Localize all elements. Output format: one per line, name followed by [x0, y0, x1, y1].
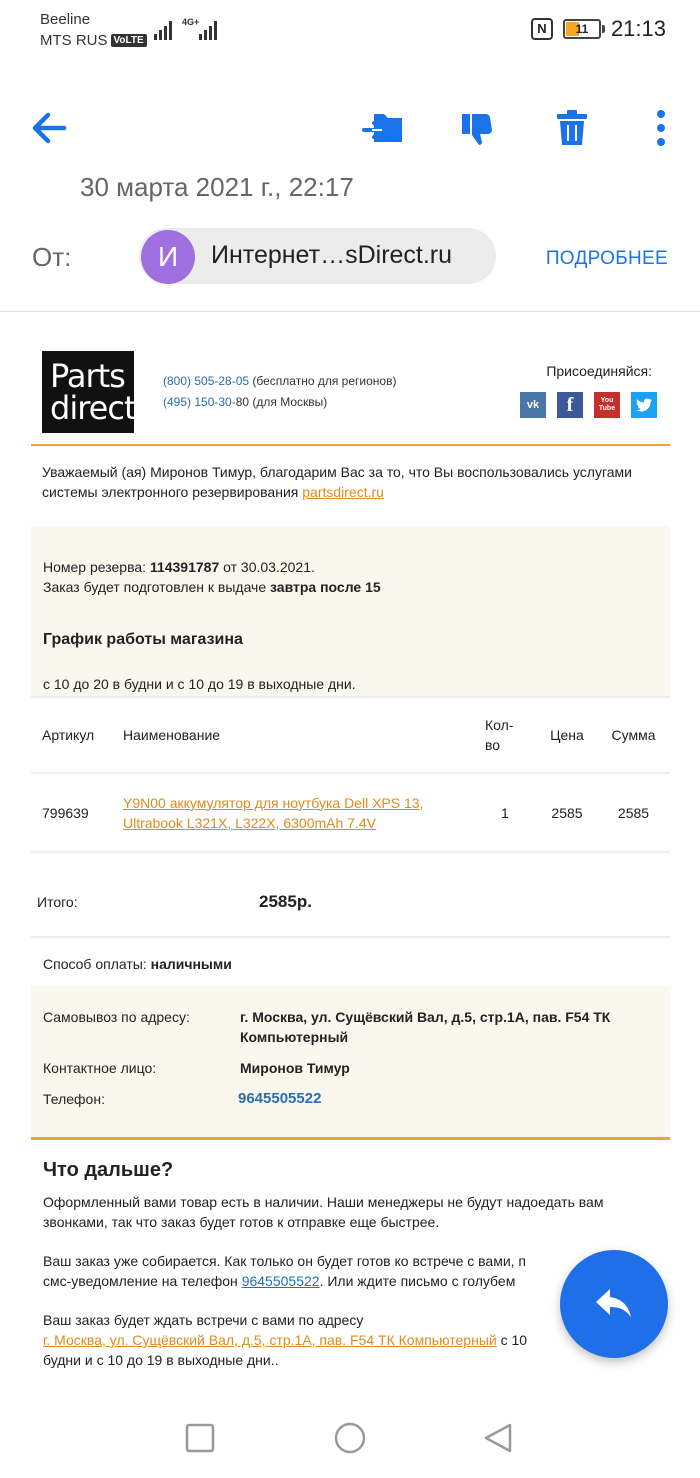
volte-badge: VoLTE — [111, 34, 147, 47]
pickup-label: Самовывоз по адресу: — [43, 1009, 190, 1025]
phone-label: Телефон: — [43, 1091, 105, 1107]
next-title: Что дальше? — [43, 1159, 174, 1181]
logo-line-1: Parts — [50, 357, 125, 395]
carrier-info — [40, 9, 147, 51]
order-table — [31, 696, 670, 851]
battery-level: 11 — [575, 22, 589, 36]
next-p2-c: . Или ждите письмо с голубем — [319, 1273, 516, 1289]
sender-chip[interactable] — [139, 228, 496, 284]
facebook-icon[interactable]: f — [557, 392, 583, 418]
phone-2[interactable]: (495) 150-30- — [163, 395, 236, 409]
col-qty-1: Кол- — [485, 717, 514, 733]
greeting-text: Уважаемый (ая) Миронов Тимур, благодарим Вас за то, что Вы воспользовались услугами системы электронного резервирования — [42, 464, 632, 500]
email-body — [31, 338, 670, 1398]
col-qty — [485, 697, 537, 773]
phone-value[interactable]: 9645505522 — [238, 1090, 322, 1107]
payment-value: наличными — [150, 956, 232, 972]
partsdirect-logo — [42, 351, 134, 433]
join-label: Присоединяйся: — [546, 363, 652, 379]
col-qty-2: во — [485, 737, 501, 753]
reserve-date: от 30.03.2021. — [219, 559, 315, 575]
reservation-info — [31, 526, 670, 696]
svg-text:4G+: 4G+ — [182, 17, 200, 27]
pickup-address: г. Москва, ул. Сущёвский Вал, д.5, стр.1А, пав. F54 ТК Компьютерный — [240, 1009, 611, 1045]
next-p2-phone[interactable]: 9645505522 — [241, 1273, 320, 1289]
status-time: 21:13 — [610, 16, 666, 41]
site-link[interactable]: partsdirect.ru — [302, 484, 384, 500]
nav-back-button[interactable] — [478, 1418, 518, 1458]
greeting — [31, 446, 670, 526]
delete-button[interactable] — [544, 100, 600, 156]
more-button[interactable] — [633, 100, 689, 156]
arrow-left-icon — [28, 108, 68, 148]
back-button[interactable] — [20, 100, 76, 156]
table-header-row — [31, 697, 670, 773]
col-article: Артикул — [31, 697, 111, 773]
youtube-icon[interactable]: You Tube — [594, 392, 620, 418]
next-p3-address-link[interactable]: г. Москва, ул. Сущёвский Вал, д.5, стр.1А, пав. F54 ТК Компьютерный — [43, 1332, 497, 1348]
signal-icon — [154, 16, 224, 42]
item-name-link[interactable]: Y9N00 аккумулятор для ноутбука Dell XPS 13, Ultrabook L321X, L322X, 6300mAh 7.4V — [123, 794, 424, 831]
ready-label: Заказ будет подготовлен к выдаче — [43, 579, 271, 595]
ready-when: завтра после 15 — [270, 579, 381, 595]
item-qty: 1 — [485, 773, 537, 851]
avatar: И — [141, 230, 195, 284]
table-row — [31, 773, 670, 851]
from-label: От: — [32, 242, 72, 272]
payment-row — [31, 936, 670, 986]
move-to-folder-icon — [362, 108, 406, 148]
move-button[interactable] — [356, 100, 412, 156]
reply-button[interactable] — [560, 1250, 668, 1358]
total-row — [31, 851, 670, 936]
header-divider — [0, 311, 700, 312]
next-p3-b: с 10 — [496, 1332, 528, 1348]
col-sum: Сумма — [597, 697, 670, 773]
schedule-title: График работы магазина — [43, 631, 243, 648]
nav-recents-button[interactable] — [180, 1418, 220, 1458]
next-p2-a: Ваш заказ уже собирается. Как только он будет готов ко встрече с вами, п — [43, 1253, 526, 1269]
from-row — [0, 226, 700, 286]
total-label: Итого: — [37, 894, 78, 910]
vk-icon[interactable]: vk — [520, 392, 546, 418]
nav-back-icon — [482, 1422, 514, 1454]
reserve-label: Номер резерва: — [43, 559, 150, 575]
item-price: 2585 — [537, 773, 597, 851]
phone-2-rest: 80 — [235, 395, 250, 409]
carrier-2: MTS RUS — [40, 32, 108, 49]
phone-2-note: (для Москвы) — [249, 395, 328, 409]
details-link[interactable]: ПОДРОБНЕЕ — [545, 248, 668, 269]
next-p3-c: будни и с 10 до 19 в выходные дни.. — [43, 1352, 279, 1368]
status-bar — [0, 0, 700, 60]
reserve-number: 114391787 — [149, 559, 220, 575]
contact-value: Миронов Тимур — [240, 1060, 350, 1076]
total-value: 2585р. — [259, 892, 312, 911]
nfc-icon: N — [531, 18, 553, 40]
phone-1-note: (бесплатно для регионов) — [249, 374, 397, 388]
nav-recents-icon — [185, 1423, 215, 1453]
carrier-1: Beeline — [40, 11, 91, 28]
email-header — [31, 338, 670, 446]
pickup-info — [31, 986, 670, 1140]
item-sum: 2585 — [597, 773, 670, 851]
more-vert-icon — [655, 108, 667, 148]
message-date: 30 марта 2021 г., 22:17 — [80, 172, 354, 202]
sender-name: Интернет…sDirect.ru — [211, 241, 453, 269]
reply-icon — [594, 1287, 634, 1321]
schedule-text: с 10 до 20 в будни и с 10 до 19 в выходные дни. — [43, 676, 356, 692]
next-p3-a: Ваш заказ будет ждать встречи с вами по адресу — [43, 1312, 364, 1328]
col-name: Наименование — [111, 697, 485, 773]
system-nav-bar — [0, 1400, 700, 1478]
next-paragraph-1: Оформленный вами товар есть в наличии. Наши менеджеры не будут надоедать вам звонками, так что заказ будет готов к отправке еще быстрее. — [43, 1194, 604, 1230]
nav-home-button[interactable] — [330, 1418, 370, 1458]
thumbs-down-icon — [458, 108, 498, 148]
item-article: 799639 — [31, 773, 111, 851]
twitter-icon[interactable] — [631, 392, 657, 418]
logo-line-2: direct — [50, 389, 136, 427]
payment-label: Способ оплаты: — [43, 956, 151, 972]
mail-toolbar — [0, 100, 700, 160]
battery-icon — [563, 19, 601, 39]
contact-label: Контактное лицо: — [43, 1060, 157, 1076]
next-p2-b: смс-уведомление на телефон — [43, 1273, 242, 1289]
nav-home-icon — [333, 1421, 367, 1455]
trash-icon — [554, 108, 590, 148]
phone-1[interactable]: (800) 505-28-05 — [163, 374, 250, 388]
phone-numbers — [163, 371, 396, 413]
col-price: Цена — [537, 697, 597, 773]
spam-button[interactable] — [450, 100, 506, 156]
social-links — [520, 392, 657, 418]
